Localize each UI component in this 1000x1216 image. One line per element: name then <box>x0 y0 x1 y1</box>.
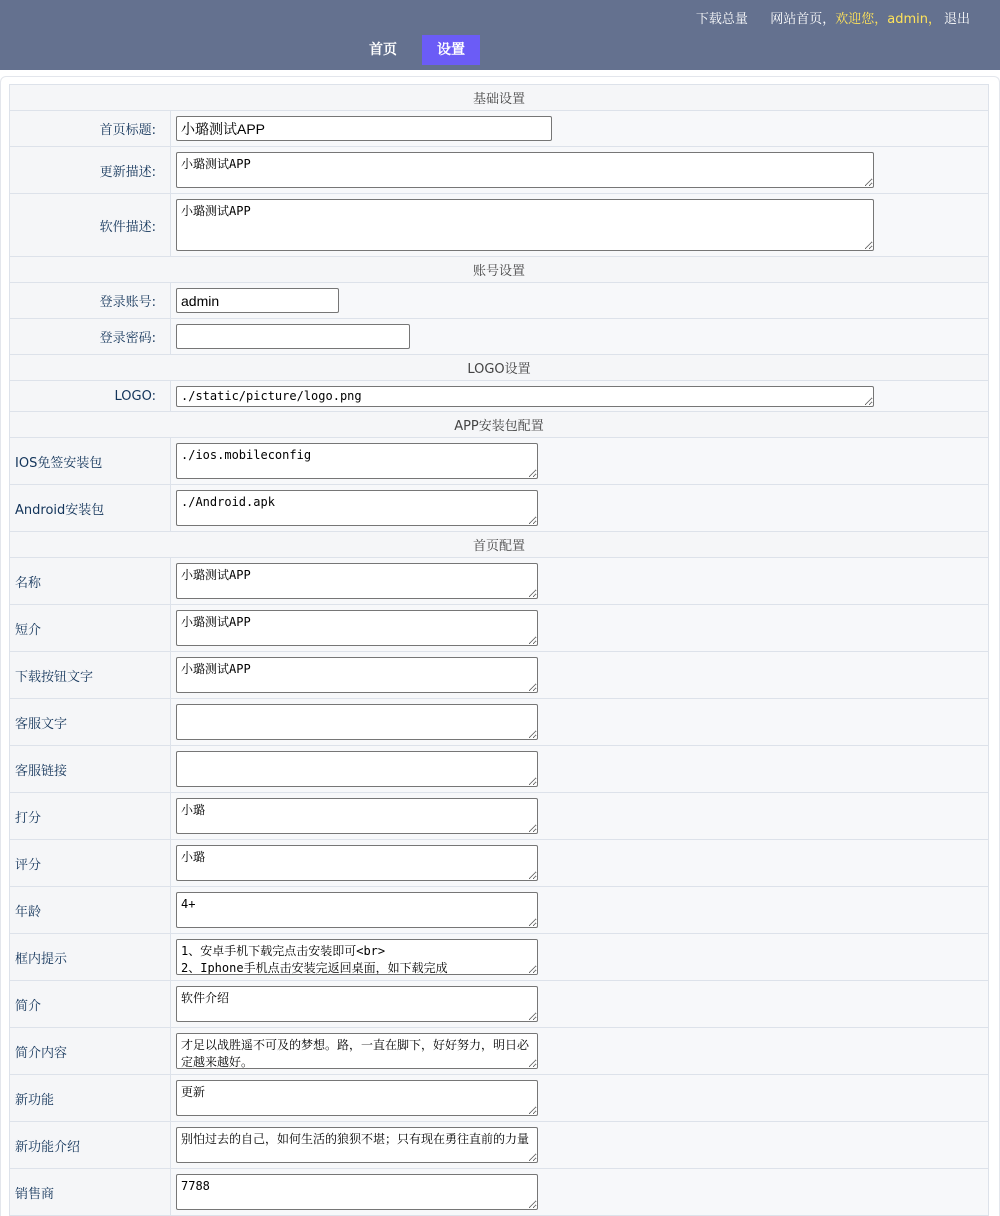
home-config-label: 下载按钮文字 <box>10 652 171 699</box>
password-label: 登录密码: <box>10 319 171 355</box>
downloads-link[interactable]: 下载总量 <box>695 12 748 27</box>
username-input[interactable] <box>176 288 339 313</box>
home-config-row <box>10 887 989 934</box>
username-label: 登录账号: <box>10 283 171 319</box>
logout-link[interactable]: 退出 <box>943 12 970 27</box>
tab-settings[interactable]: 设置 <box>422 35 480 65</box>
software-desc-textarea[interactable] <box>176 199 874 251</box>
home-config-textarea[interactable] <box>176 986 538 1022</box>
home-config-row <box>10 558 989 605</box>
section-home-title: 首页配置 <box>10 532 989 558</box>
home-config-label: 框内提示 <box>10 934 171 981</box>
home-config-row <box>10 793 989 840</box>
separator: ， <box>822 12 836 27</box>
main-nav <box>354 35 490 65</box>
home-config-label: 简介 <box>10 981 171 1028</box>
tab-home[interactable]: 首页 <box>369 42 397 58</box>
site-home-link[interactable]: 网站首页 <box>770 12 823 27</box>
home-config-label: 短介 <box>10 605 171 652</box>
home-config-label: 简介内容 <box>10 1028 171 1075</box>
home-config-textarea[interactable] <box>176 1080 538 1116</box>
home-config-textarea[interactable] <box>176 798 538 834</box>
update-desc-label: 更新描述: <box>10 147 171 194</box>
home-config-textarea[interactable] <box>176 610 538 646</box>
logo-path-textarea[interactable] <box>176 386 874 407</box>
home-config-label: 客服文字 <box>10 699 171 746</box>
home-config-label: 打分 <box>10 793 171 840</box>
home-config-textarea[interactable] <box>176 751 538 787</box>
top-links <box>696 8 970 27</box>
home-config-row <box>10 981 989 1028</box>
home-config-row <box>10 1028 989 1075</box>
home-config-row <box>10 1075 989 1122</box>
home-config-row <box>10 840 989 887</box>
section-account-title: 账号设置 <box>10 257 989 283</box>
android-package-textarea[interactable] <box>176 490 538 526</box>
home-config-row <box>10 605 989 652</box>
home-config-label: 新功能介绍 <box>10 1122 171 1169</box>
section-basic-title: 基础设置 <box>10 85 989 111</box>
home-config-textarea[interactable] <box>176 1174 538 1210</box>
home-config-label: 客服链接 <box>10 746 171 793</box>
home-config-label: 新功能 <box>10 1075 171 1122</box>
home-config-label: 年龄 <box>10 887 171 934</box>
settings-form <box>9 84 989 1216</box>
ios-package-label: IOS免签安装包 <box>10 438 171 485</box>
home-config-label: 销售商 <box>10 1169 171 1216</box>
home-config-textarea[interactable] <box>176 1033 538 1069</box>
home-config-row <box>10 1122 989 1169</box>
home-config-textarea[interactable] <box>176 1127 538 1163</box>
home-title-label: 首页标题: <box>10 111 171 147</box>
software-desc-label: 软件描述: <box>10 194 171 257</box>
home-config-row <box>10 652 989 699</box>
home-config-label: 名称 <box>10 558 171 605</box>
home-config-row <box>10 1169 989 1216</box>
home-config-row <box>10 746 989 793</box>
home-title-input[interactable] <box>176 116 552 141</box>
home-config-textarea[interactable] <box>176 892 538 928</box>
welcome-text: 欢迎您，admin， <box>835 12 941 27</box>
ios-package-textarea[interactable] <box>176 443 538 479</box>
top-bar <box>0 0 1000 70</box>
home-config-textarea[interactable] <box>176 563 538 599</box>
password-input[interactable] <box>176 324 410 349</box>
home-config-row <box>10 699 989 746</box>
home-config-textarea[interactable] <box>176 939 538 975</box>
section-logo-title: LOGO设置 <box>10 355 989 381</box>
android-package-label: Android安装包 <box>10 485 171 532</box>
home-config-label: 评分 <box>10 840 171 887</box>
logo-label: LOGO: <box>10 381 171 412</box>
home-config-textarea[interactable] <box>176 845 538 881</box>
update-desc-textarea[interactable] <box>176 152 874 188</box>
section-app-title: APP安装包配置 <box>10 412 989 438</box>
home-config-textarea[interactable] <box>176 657 538 693</box>
home-config-textarea[interactable] <box>176 704 538 740</box>
home-config-row <box>10 934 989 981</box>
